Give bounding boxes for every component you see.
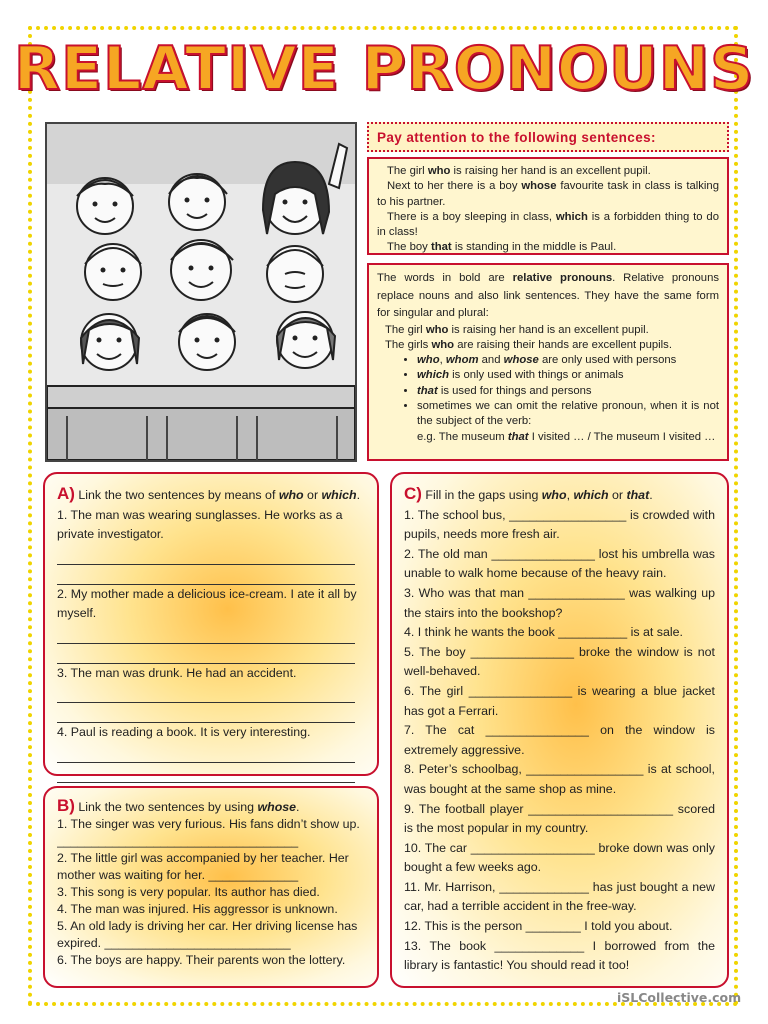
children-drawing [47, 124, 355, 460]
example-sentences-box [367, 157, 729, 255]
exercise-a-item-4: 4. Paul is reading a book. It is very interesting. [57, 725, 311, 739]
explanation-example-1: The girl who is raising her hand is an excellent pupil. [385, 323, 649, 336]
explanation-intro: The words in bold are relative pronouns. Relative pronouns replace nouns and also link sentences. They have the same form for singular and plural: [377, 272, 719, 319]
exercise-c-item-13: 13. The book _____________ I borrowed from the library is fantastic! You should read it too! [404, 938, 715, 973]
rule-that: • that is used for things and persons [417, 384, 719, 399]
exercise-b-item-5: 5. An old lady is driving her car. Her driving license has expired. ___________________________ [57, 919, 358, 950]
page-title: RELATIVE PRONOUNS [13, 34, 755, 104]
classroom-illustration [45, 122, 357, 462]
exercise-b [43, 786, 379, 988]
exercise-c-item-6: 6. The girl _______________ is wearing a blue jacket has got a Ferrari. [404, 683, 715, 718]
exercise-b-item-3: 3. This song is very popular. Its author has died. [57, 885, 320, 899]
exercise-c-item-4: 4. I think he wants the book __________ is at sale. [404, 625, 683, 640]
answer-line[interactable] [57, 624, 355, 644]
explanation-box [367, 263, 729, 461]
answer-line[interactable] [57, 703, 355, 723]
rule-which: • which is only used with things or animals [417, 368, 719, 383]
exercise-c-item-2: 2. The old man _______________ lost his umbrella was unable to walk home because of the heavy rain. [404, 546, 715, 581]
exercise-c-item-11: 11. Mr. Harrison, _____________ has just bought a new car, had a terrible accident in the free-way. [404, 879, 715, 914]
exercise-b-item-1: 1. The singer was very furious. His fans didn’t show up. ___________________________________ [57, 817, 360, 848]
example-sentence-4: The boy that is standing in the middle is Paul. [387, 241, 617, 254]
answer-line[interactable] [57, 683, 355, 703]
example-sentence-2: Next to her there is a boy whose favourite task in class is talking to his partner. [377, 180, 719, 208]
exercise-a-item-3: 3. The man was drunk. He had an accident. [57, 665, 297, 680]
example-sentence-3: There is a boy sleeping in class, which is a forbidden thing to do in class! [377, 210, 719, 239]
exercise-b-instructions: B) Link the two sentences by using whose. [57, 796, 300, 815]
explanation-example-2: The girls who are raising their hands are excellent pupils. [385, 338, 672, 351]
answer-line[interactable] [57, 743, 355, 763]
attention-heading: Pay attention to the following sentences: [367, 122, 729, 152]
exercise-b-item-2: 2. The little girl was accompanied by her teacher. Her mother was waiting for her. _____________ [57, 851, 349, 882]
rule-omit: • sometimes we can omit the relative pronoun, when it is not the subject of the verb: e.g. The museum that I visited … / The museum I visited … [417, 399, 719, 445]
answer-line[interactable] [57, 644, 355, 664]
exercise-c-item-8: 8. Peter’s schoolbag, _________________ is at school, was bought at the same shop as mine. [404, 762, 715, 796]
exercise-b-item-6: 6. The boys are happy. Their parents won the lottery. [57, 953, 346, 967]
exercise-a-item-1: 1. The man was wearing sunglasses. He works as a private investigator. [57, 507, 343, 541]
watermark: iSLCollective.com [617, 990, 742, 1005]
rules-list [377, 353, 719, 445]
exercise-c-item-3: 3. Who was that man ______________ was walking up the stairs into the bookshop? [404, 585, 715, 620]
example-sentence-1: The girl who is raising her hand is an excellent pupil. [387, 165, 651, 177]
answer-line[interactable] [57, 763, 355, 783]
rule-who-whom-whose: • who, whom and whose are only used with persons [417, 353, 719, 368]
answer-line[interactable] [57, 545, 355, 565]
exercise-c-item-12: 12. This is the person ________ I told you about. [404, 919, 673, 934]
exercise-c-item-1: 1. The school bus, _________________ is crowded with pupils, needs more fresh air. [404, 507, 715, 542]
exercise-c-instructions: C) Fill in the gaps using who, which or that. [404, 484, 653, 503]
answer-line[interactable] [57, 565, 355, 585]
exercise-c-item-9: 9. The football player _____________________ scored is the most popular in my country. [404, 801, 715, 836]
exercise-c-item-5: 5. The boy _______________ broke the window is not well-behaved. [404, 644, 715, 679]
exercise-a [43, 472, 379, 776]
exercise-a-instructions: A) Link the two sentences by means of who or which. [57, 484, 361, 503]
exercise-c-item-10: 10. The car __________________ broke down was only bought a few weeks ago. [404, 840, 715, 875]
exercise-c-item-7: 7. The cat _______________ on the window is extremely aggressive. [404, 723, 715, 757]
exercise-a-item-2: 2. My mother made a delicious ice-cream. I ate it all by myself. [57, 586, 357, 620]
exercise-b-item-4: 4. The man was injured. His aggressor is unknown. [57, 902, 338, 916]
exercise-c [390, 472, 729, 988]
